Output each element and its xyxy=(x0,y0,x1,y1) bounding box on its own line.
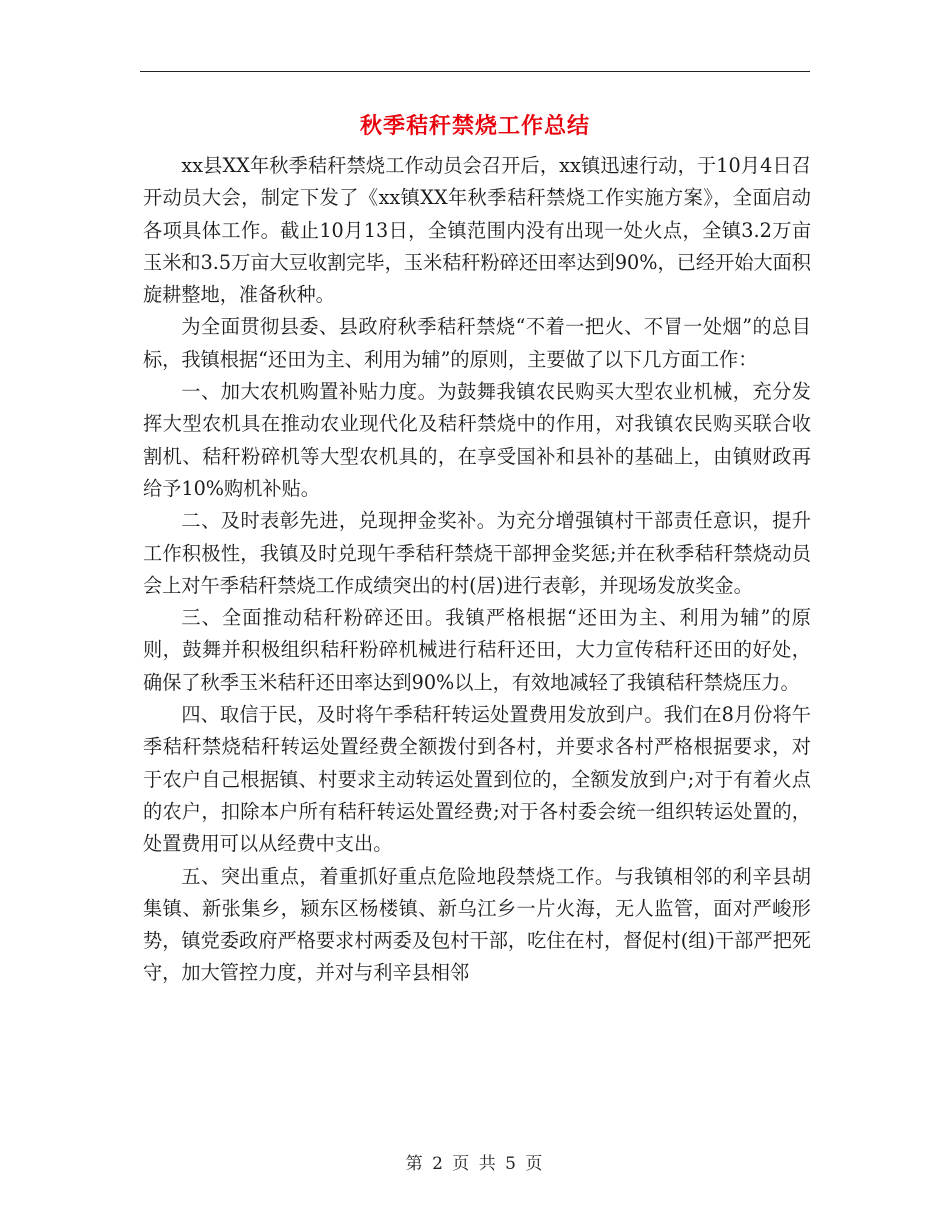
document-body xyxy=(143,150,811,990)
paragraph: 二、及时表彰先进，兑现押金奖补。为充分增强镇村干部责任意识，提升工作积极性，我镇及时兑现午季秸秆禁烧干部押金奖惩;并在秋季秸秆禁烧动员会上对午季秸秆禁烧工作成绩突出的村(居)进行表彰，并现场发放奖金。 xyxy=(143,509,811,597)
paragraph: 三、全面推动秸秆粉碎还田。我镇严格根据“还田为主、利用为辅”的原则，鼓舞并积极组织秸秆粉碎机械进行秸秆还田，大力宣传秸秆还田的好处，确保了秋季玉米秸秆还田率达到90%以上，有效地减轻了我镇秸秆禁烧压力。 xyxy=(143,606,811,694)
header-rule xyxy=(140,71,810,72)
paragraph: 五、突出重点，着重抓好重点危险地段禁烧工作。与我镇相邻的利辛县胡集镇、新张集乡，颍东区杨楼镇、新乌江乡一片火海，无人监管，面对严峻形势，镇党委政府严格要求村两委及包村干部，吃住在村，督促村(组)干部严把死守，加大管控力度，并对与利辛县相邻 xyxy=(143,864,811,985)
paragraph: 一、加大农机购置补贴力度。为鼓舞我镇农民购买大型农业机械，充分发挥大型农机具在推动农业现代化及秸秆禁烧中的作用，对我镇农民购买联合收割机、秸秆粉碎机等大型农机具的，在享受国补和县补的基础上，由镇财政再给予10%购机补贴。 xyxy=(143,380,811,500)
paragraph: xx县XX年秋季秸秆禁烧工作动员会召开后，xx镇迅速行动，于10月4日召开动员大会，制定下发了《xx镇XX年秋季秸秆禁烧工作实施方案》，全面启动各项具体工作。截止10月13日，全镇范围内没有出现一处火点，全镇3.2万亩玉米和3.5万亩大豆收割完毕，玉米秸秆粉碎还田率达到90%，已经开始大面积旋耕整地，准备秋种。 xyxy=(143,154,811,307)
paragraph: 四、取信于民，及时将午季秸秆转运处置费用发放到户。我们在8月份将午季秸秆禁烧秸秆转运处置经费全额拨付到各村，并要求各村严格根据要求，对于农户自己根据镇、村要求主动转运处置到位的，全额发放到户;对于有着火点的农户，扣除本户所有秸秆转运处置经费;对于各村委会统一组织转运处置的，处置费用可以从经费中支出。 xyxy=(143,703,811,856)
page-number: 第 2 页 共 5 页 xyxy=(405,1154,545,1174)
paragraph: 为全面贯彻县委、县政府秋季秸秆禁烧“不着一把火、不冒一处烟”的总目标，我镇根据“还田为主、利用为辅”的原则，主要做了以下几方面工作： xyxy=(143,315,811,371)
document-title: 秋季秸秆禁烧工作总结 xyxy=(359,113,590,139)
